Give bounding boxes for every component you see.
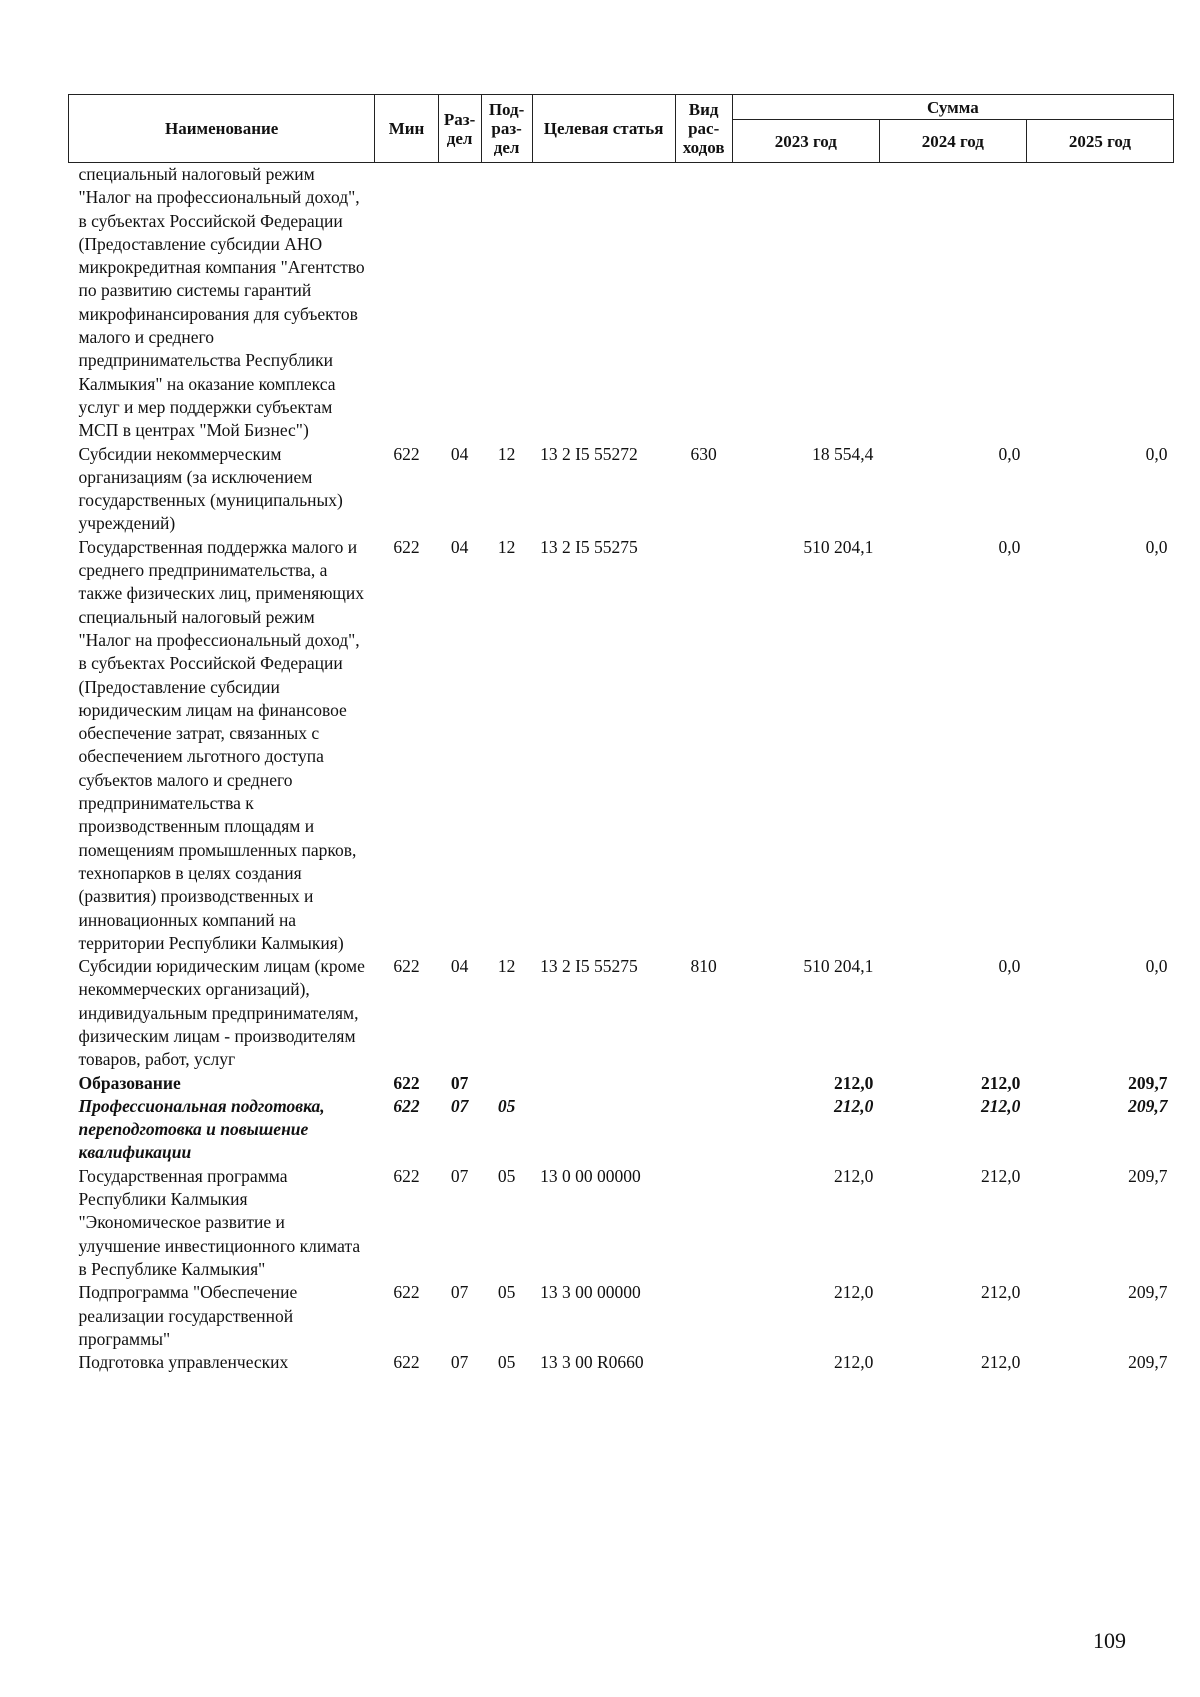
cell-sum-2024: 212,0 bbox=[980, 1282, 1021, 1303]
cell-razdel: 07 bbox=[450, 1095, 469, 1116]
budget-table bbox=[68, 94, 1174, 1374]
table-row bbox=[69, 955, 1174, 1071]
header-razdel: Раз- дел bbox=[438, 95, 481, 163]
cell-podrazdel: 05 bbox=[497, 1352, 516, 1373]
cell-podrazdel: 05 bbox=[497, 1095, 516, 1116]
header-year-2025: 2025 год bbox=[1026, 120, 1173, 163]
header-podrazdel: Под- раз- дел bbox=[481, 95, 532, 163]
cell-sum-2023: 212,0 bbox=[833, 1072, 874, 1093]
cell-sum-2025 bbox=[1026, 163, 1173, 443]
page-number: 109 bbox=[1093, 1628, 1126, 1653]
cell-sum-2025: 209,7 bbox=[1128, 1072, 1168, 1093]
cell-name: Государственная поддержка малого и среднего предпринимательства, а также физических лиц, применяющих специальный налоговый режим "Налог на профессиональный доход", в субъектах Российской Федерации (Предоставление субсидии юридическим лицам на финансовое обеспечение затрат, связанных с обеспечением льготного доступа субъектов малого и среднего предпринимательства к производственным площадям и помещениям промышленных парков, технопарков в целях создания (развития) производственных и инновационных компаний на территории Республики Калмыкия) bbox=[78, 536, 364, 953]
table-row bbox=[69, 1165, 1174, 1281]
cell-celevaya-statya: 13 2 I5 55275 bbox=[540, 956, 638, 977]
cell-celevaya-statya bbox=[532, 1095, 675, 1165]
cell-celevaya-statya bbox=[532, 163, 675, 443]
cell-min: 622 bbox=[393, 536, 420, 557]
cell-min: 622 bbox=[393, 1095, 420, 1116]
cell-vid-rashodov: 810 bbox=[690, 956, 717, 977]
cell-sum-2024: 0,0 bbox=[998, 536, 1021, 557]
cell-name: Государственная программа Республики Калмыкия "Экономическое развитие и улучшение инвестиционного климата в Республике Калмыкия" bbox=[78, 1165, 361, 1279]
cell-vid-rashodov bbox=[675, 163, 732, 443]
cell-name: Подготовка управленческих bbox=[78, 1352, 289, 1373]
cell-sum-2025: 209,7 bbox=[1128, 1282, 1168, 1303]
cell-sum-2023: 510 204,1 bbox=[803, 956, 874, 977]
cell-min bbox=[375, 163, 438, 443]
cell-min: 622 bbox=[393, 1165, 420, 1186]
cell-sum-2025: 0,0 bbox=[1145, 443, 1168, 464]
cell-podrazdel: 05 bbox=[497, 1165, 516, 1186]
cell-razdel bbox=[438, 163, 481, 443]
cell-sum-2024: 212,0 bbox=[980, 1165, 1021, 1186]
cell-podrazdel: 05 bbox=[497, 1282, 516, 1303]
cell-sum-2023: 18 554,4 bbox=[812, 443, 874, 464]
cell-name: Субсидии юридическим лицам (кроме некоммерческих организаций), индивидуальным предпринимателям, физическим лицам - производителям товаров, работ, услуг bbox=[78, 956, 365, 1070]
cell-name: Субсидии некоммерческим организациям (за исключением государственных (муниципальных) учреждений) bbox=[78, 443, 343, 534]
cell-vid-rashodov bbox=[675, 536, 732, 955]
cell-sum-2023: 212,0 bbox=[833, 1165, 874, 1186]
cell-sum-2024: 212,0 bbox=[980, 1095, 1021, 1116]
cell-razdel: 04 bbox=[450, 536, 469, 557]
cell-razdel: 07 bbox=[450, 1282, 469, 1303]
cell-sum-2023: 212,0 bbox=[833, 1095, 874, 1116]
cell-sum-2024 bbox=[879, 163, 1026, 443]
cell-razdel: 04 bbox=[450, 956, 469, 977]
cell-celevaya-statya: 13 3 00 00000 bbox=[540, 1282, 641, 1303]
table-row bbox=[69, 1281, 1174, 1351]
cell-vid-rashodov bbox=[675, 1095, 732, 1165]
cell-vid-rashodov bbox=[675, 1281, 732, 1351]
cell-celevaya-statya: 13 2 I5 55272 bbox=[540, 443, 638, 464]
cell-celevaya-statya: 13 0 00 00000 bbox=[540, 1165, 641, 1186]
cell-vid-rashodov bbox=[675, 1165, 732, 1281]
table-row bbox=[69, 1072, 1174, 1095]
cell-podrazdel: 12 bbox=[497, 443, 516, 464]
cell-min: 622 bbox=[393, 1282, 420, 1303]
header-summa: Сумма bbox=[732, 95, 1173, 120]
cell-min: 622 bbox=[393, 443, 420, 464]
cell-celevaya-statya: 13 2 I5 55275 bbox=[540, 536, 638, 557]
cell-min: 622 bbox=[393, 956, 420, 977]
cell-sum-2025: 0,0 bbox=[1145, 536, 1168, 557]
cell-sum-2025: 209,7 bbox=[1128, 1095, 1168, 1116]
cell-celevaya-statya bbox=[532, 1072, 675, 1095]
cell-sum-2025: 0,0 bbox=[1145, 956, 1168, 977]
cell-name: Подпрограмма "Обеспечение реализации государственной программы" bbox=[78, 1282, 298, 1349]
cell-podrazdel: 12 bbox=[497, 956, 516, 977]
header-name: Наименование bbox=[69, 95, 375, 163]
cell-razdel: 07 bbox=[450, 1072, 469, 1093]
cell-razdel: 07 bbox=[450, 1352, 469, 1373]
cell-sum-2023: 510 204,1 bbox=[803, 536, 874, 557]
cell-podrazdel bbox=[481, 163, 532, 443]
table-row bbox=[69, 443, 1174, 536]
cell-sum-2024: 212,0 bbox=[980, 1072, 1021, 1093]
cell-min: 622 bbox=[393, 1072, 420, 1093]
cell-vid-rashodov bbox=[675, 1351, 732, 1374]
cell-podrazdel bbox=[481, 1072, 532, 1095]
cell-min: 622 bbox=[393, 1352, 420, 1373]
cell-razdel: 04 bbox=[450, 443, 469, 464]
header-year-2023: 2023 год bbox=[732, 120, 879, 163]
table-header bbox=[69, 95, 1174, 163]
table-row bbox=[69, 1095, 1174, 1165]
cell-name: Образование bbox=[78, 1072, 181, 1093]
table-row bbox=[69, 163, 1174, 443]
header-vid-rashodov: Вид рас- ходов bbox=[675, 95, 732, 163]
cell-celevaya-statya: 13 3 00 R0660 bbox=[540, 1352, 644, 1373]
cell-name: Профессиональная подготовка, переподготовка и повышение квалификации bbox=[78, 1095, 325, 1163]
cell-sum-2023 bbox=[732, 163, 879, 443]
cell-vid-rashodov bbox=[675, 1072, 732, 1095]
cell-name: специальный налоговый режим "Налог на профессиональный доход", в субъектах Российской Федерации (Предоставление субсидии АНО микрокредитная компания "Агентство по развитию системы гарантий микрофинансирования для субъектов малого и среднего предпринимательства Республики Калмыкия" на оказание комплекса услуг и мер поддержки субъектам МСП в центрах "Мой Бизнес") bbox=[78, 164, 365, 441]
cell-sum-2024: 212,0 bbox=[980, 1352, 1021, 1373]
cell-vid-rashodov: 630 bbox=[690, 443, 717, 464]
cell-sum-2023: 212,0 bbox=[833, 1352, 874, 1373]
header-min: Мин bbox=[375, 95, 438, 163]
cell-podrazdel: 12 bbox=[497, 536, 516, 557]
header-year-2024: 2024 год bbox=[879, 120, 1026, 163]
cell-sum-2024: 0,0 bbox=[998, 956, 1021, 977]
table-body bbox=[69, 163, 1174, 1375]
cell-sum-2024: 0,0 bbox=[998, 443, 1021, 464]
cell-razdel: 07 bbox=[450, 1165, 469, 1186]
cell-sum-2025: 209,7 bbox=[1128, 1352, 1168, 1373]
table-row bbox=[69, 1351, 1174, 1374]
cell-sum-2023: 212,0 bbox=[833, 1282, 874, 1303]
table-row bbox=[69, 536, 1174, 955]
header-celevaya-statya: Целевая статья bbox=[532, 95, 675, 163]
cell-sum-2025: 209,7 bbox=[1128, 1165, 1168, 1186]
